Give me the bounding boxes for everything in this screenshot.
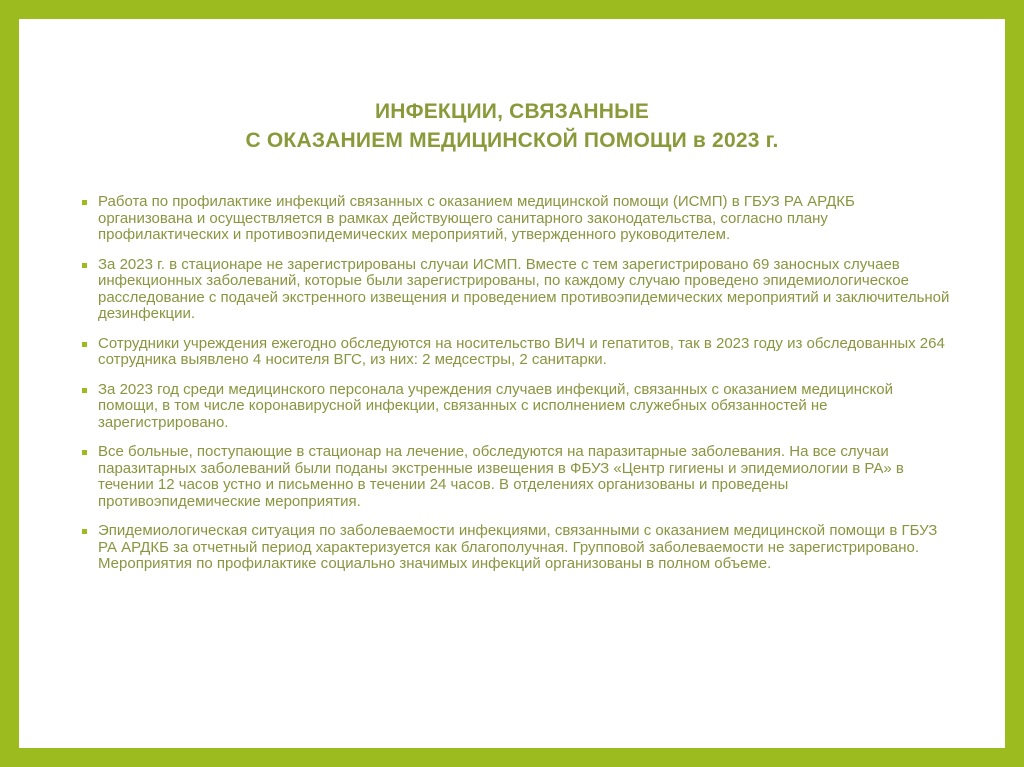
bullet-text: Работа по профилактике инфекций связанных с оказанием медицинской помощи (ИСМП) в ГБУЗ РА АРДКБ организована и осуществляется в рамках действующего санитарного законодательства, согласно плану профилактических и противоэпидемических мероприятий, утвержденного руководителем.: [98, 193, 855, 243]
bullet-item: [80, 444, 950, 510]
bullet-item: [80, 336, 950, 369]
square-bullet-icon: [82, 529, 87, 534]
slide-title-line-2: С ОКАЗАНИЕМ МЕДИЦИНСКОЙ ПОМОЩИ в 2023 г.: [245, 129, 779, 152]
bullet-text: За 2023 г. в стационаре не зарегистрированы случаи ИСМП. Вместе с тем зарегистрировано 69 заносных случаев инфекционных заболеваний, которые были зарегистрированы, по каждому случаю проведено эпидемиологическое расследование с подачей экстренного извещения и проведением противоэпидемических мероприятий и заключительной дезинфекции.: [98, 255, 950, 322]
slide-title-line-1: ИНФЕКЦИИ, СВЯЗАННЫЕ: [374, 100, 650, 123]
square-bullet-icon: [82, 450, 87, 455]
bullet-text: За 2023 год среди медицинского персонала учреждения случаев инфекций, связанных с оказанием медицинской помощи, в том числе коронавирусной инфекции, связанных с исполнением служебных обязанностей не зарегистрировано.: [98, 380, 893, 431]
bullet-text: Эпидемиологическая ситуация по заболеваемости инфекциями, связанными с оказанием медицинской помощи в ГБУЗ РА АРДКБ за отчетный период характеризуется как благополучная. Групповой заболеваемости не зарегистрировано. Мероприятия по профилактике социально значимых инфекций организованы в полном объеме.: [98, 522, 938, 572]
bullet-text: Все больные, поступающие в стационар на лечение, обследуются на паразитарные заболевания. На все случаи паразитарных заболеваний были поданы экстренные извещения в ФБУЗ «Центр гигиены и эпидемиологии в РА» в течении 12 часов устно и письменно в течении 24 часов. В отделениях организованы и проведены противоэпидемические мероприятия.: [98, 443, 904, 510]
bullet-item: [80, 523, 950, 573]
bullet-item: [80, 257, 950, 323]
square-bullet-icon: [82, 263, 87, 268]
square-bullet-icon: [82, 342, 87, 347]
bullet-list: [80, 194, 950, 586]
square-bullet-icon: [82, 388, 87, 393]
slide-title: [70, 97, 954, 155]
bullet-text: Сотрудники учреждения ежегодно обследуются на носительство ВИЧ и гепатитов, так в 2023 году из обследованных 264 сотрудника выявлено 4 носителя ВГС, из них: 2 медсестры, 2 санитарки.: [98, 334, 945, 368]
bullet-item: [80, 194, 950, 244]
bullet-item: [80, 382, 950, 432]
square-bullet-icon: [82, 200, 87, 205]
